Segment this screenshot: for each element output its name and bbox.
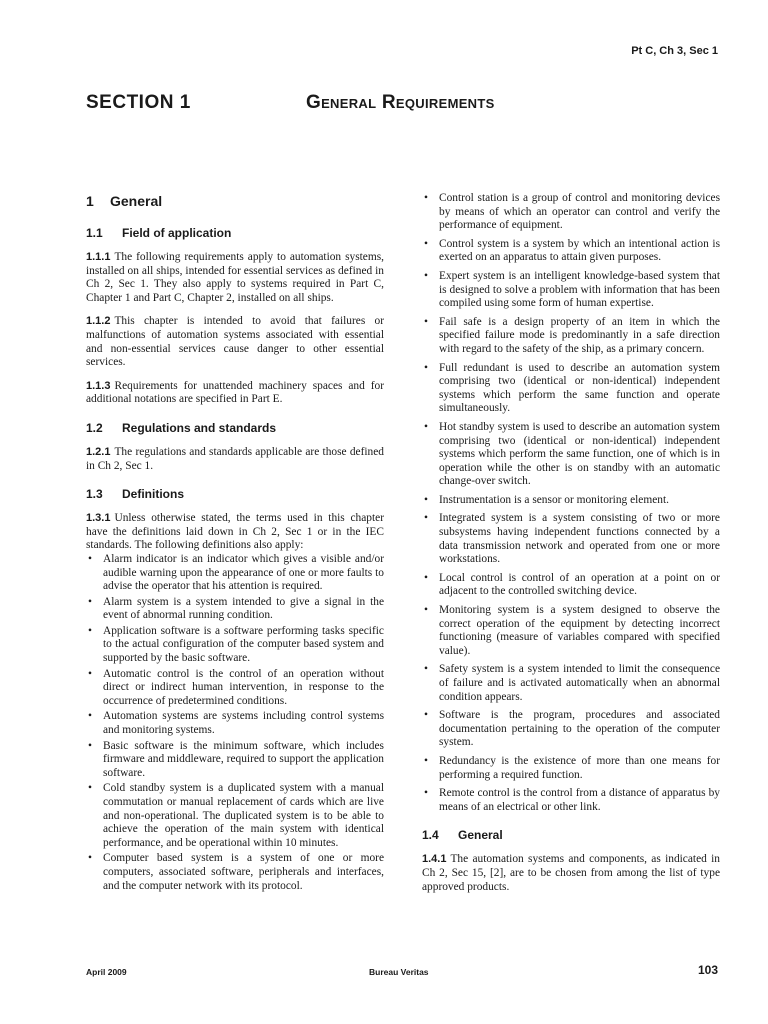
bullet: • [424,315,428,328]
bullet: • [424,512,428,525]
paragraph-number: 1.2.1 [86,445,111,458]
list-item-text: Basic software is the minimum software, which includes firmware and middleware, required to support the application software. [103,739,384,779]
left-column [86,192,384,903]
heading-1-3-title: Definitions [122,487,184,502]
heading-1-1 [86,226,384,241]
footer-publisher: Bureau Veritas [369,967,429,977]
list-item-text: Computer based system is a system of one or more computers, associated software, peripherals and interfaces, and the computer network with its protocol. [103,852,384,892]
paragraph-1-2-1 [86,446,384,473]
paragraph-1-1-2 [86,315,384,369]
list-item [422,494,720,508]
list-item [422,421,720,489]
heading-1-2-title: Regulations and standards [122,420,277,435]
list-item-text: Integrated system is a system consisting of two or more subsystems having independent functions connected by a data transmission network and operated from one or more workstations. [439,512,720,566]
bullet: • [88,667,92,680]
list-item [422,512,720,566]
heading-1-number: 1 [86,193,94,209]
paragraph-text: The following requirements apply to automation systems, installed on all ships, intended for essential services as defined in Ch 2, Sec 1. They also apply to systems required in Part C, Chapter 1 and Part C, Chapter 2, installed on all ships. [86,251,384,304]
list-item [422,663,720,704]
paragraph-text: The regulations and standards applicable are those defined in Ch 2, Sec 1. [86,445,384,472]
list-item-text: Automation systems are systems including control systems and monitoring systems. [103,710,384,737]
list-item [86,553,384,594]
bullet: • [424,269,428,282]
bullet: • [424,604,428,617]
section-number: SECTION 1 [86,92,191,113]
list-item [86,852,384,893]
paragraph-1-1-3 [86,380,384,407]
bullet: • [424,787,428,800]
footer-page-number: 103 [697,963,718,977]
bullet: • [88,595,92,608]
list-item-text: Fail safe is a design property of an item in which the specified failure mode is predominantly in a safe direction with regard to the safety of the ship, as a primary concern. [439,315,720,355]
list-item [422,787,720,814]
list-item [86,740,384,781]
list-item-text: Remote control is the control from a distance of apparatus by means of an electrical or other link. [439,787,720,813]
list-item [422,362,720,416]
list-item [422,238,720,265]
paragraph-1-4-1 [422,853,720,894]
heading-1-4-number: 1.4 [422,828,439,843]
right-column [422,192,720,904]
list-item-text: Redundancy is the existence of more than one means for performing a required function. [439,754,720,781]
list-item-text: Local control is control of an operation at a point on or adjacent to the controlled switching device. [439,571,720,598]
bullet: • [424,192,428,204]
list-item [86,668,384,709]
list-item-text: Alarm indicator is an indicator which gives a visible and/or audible warning upon the appearance of one or more faults to advise the operator that his attention is required. [103,552,384,593]
list-item [86,596,384,623]
bullet: • [88,624,92,637]
heading-1-2 [86,421,384,436]
paragraph-1-3-1 [86,512,384,553]
paragraph-number: 1.1.3 [86,379,111,392]
list-item [422,316,720,357]
section-title: General Requirements [306,92,495,113]
bullet: • [424,663,428,676]
paragraph-text: The automation systems and components, as indicated in Ch 2, Sec 15, [2], are to be chosen from among the list of type approved products. [422,853,720,893]
bullet: • [424,493,428,506]
list-item-text: Monitoring system is a system designed to observe the correct operation of the equipment by detecting incorrect functioning (measure of variables compared with specified value). [439,604,720,657]
list-item [422,192,720,233]
list-item [86,782,384,850]
paragraph-text: This chapter is intended to avoid that failures or malfunctions of automation systems associated with essential and non-essential services cause danger to other essential services. [86,315,384,369]
page-header-reference: Pt C, Ch 3, Sec 1 [631,45,718,57]
list-item-text: Application software is a software performing tasks specific to the actual configuration of the computer based system and supported by the basic software. [103,624,384,665]
heading-1-3 [86,487,384,502]
heading-1-1-title: Field of application [122,226,232,240]
definitions-list-right [422,192,720,814]
heading-1-title: General [110,193,163,209]
bullet: • [424,361,428,374]
heading-1-3-number: 1.3 [86,487,103,502]
paragraph-text: Unless otherwise stated, the terms used in this chapter have the definitions laid down in Ch 2, Sec 1 or in the IEC standards. The following definitions also apply: [86,512,384,552]
list-item-text: Instrumentation is a sensor or monitoring element. [439,493,669,506]
bullet: • [88,710,92,723]
bullet: • [424,420,428,433]
bullet: • [88,552,92,565]
list-item-text: Control system is a system by which an intentional action is exerted on an apparatus to attain given purposes. [439,237,720,264]
list-item-text: Expert system is an intelligent knowledge-based system that is designed to solve a problem with information that has been compiled using some form of human expertise. [439,269,720,310]
paragraph-number: 1.4.1 [422,853,447,866]
bullet: • [424,754,428,767]
paragraph-1-1-1 [86,251,384,305]
paragraph-number: 1.3.1 [86,512,111,525]
list-item [422,270,720,311]
heading-1-2-number: 1.2 [86,420,103,435]
list-item-text: Safety system is a system intended to limit the consequence of failure and is activated automatically when an abnormal condition appears. [439,663,720,703]
list-item-text: Full redundant is used to describe an automation system comprising two (identical or non-identical) independent systems which perform the same function and operate simultaneously. [439,361,720,415]
list-item [422,604,720,658]
list-item-text: Cold standby system is a duplicated system with a manual commutation or manual replacement of cards which are live and non-operational. The duplicated system is to be able to achieve the operation of the main system with identical performance, and be operational within 10 minutes. [103,782,384,849]
footer-date: April 2009 [86,967,127,977]
list-item-text: Software is the program, procedures and associated documentation pertaining to the operation of the computer system. [439,709,720,749]
list-item [86,710,384,737]
list-item [422,709,720,750]
heading-1 [86,192,384,210]
heading-1-4 [422,828,720,843]
bullet: • [424,571,428,584]
heading-1-1-number: 1.1 [86,226,103,240]
heading-1-4-title: General [458,828,503,843]
paragraph-number: 1.1.1 [86,251,111,263]
bullet: • [424,237,428,250]
list-item-text: Control station is a group of control and monitoring devices by means of which an operator can control and verify the performance of equipment. [439,192,720,232]
list-item-text: Automatic control is the control of an operation without direct or indirect human intervention, in response to the occurrence of predetermined conditions. [103,667,384,707]
list-item [422,572,720,599]
bullet: • [88,739,92,752]
paragraph-number: 1.1.2 [86,315,111,328]
paragraph-text: Requirements for unattended machinery spaces and for additional notations are specified in Part E. [86,379,384,406]
bullet: • [88,782,92,795]
list-item [422,755,720,782]
list-item-text: Hot standby system is used to describe an automation system comprising two (identical or non-identical) independent systems which perform the same function, one of which is in operation while the other is on standby with an automatic change-over switch. [439,420,720,488]
list-item-text: Alarm system is a system intended to give a signal in the event of abnormal running condition. [103,595,384,622]
bullet: • [88,852,92,865]
bullet: • [424,709,428,722]
list-item [86,625,384,666]
definitions-list-left [86,553,384,893]
